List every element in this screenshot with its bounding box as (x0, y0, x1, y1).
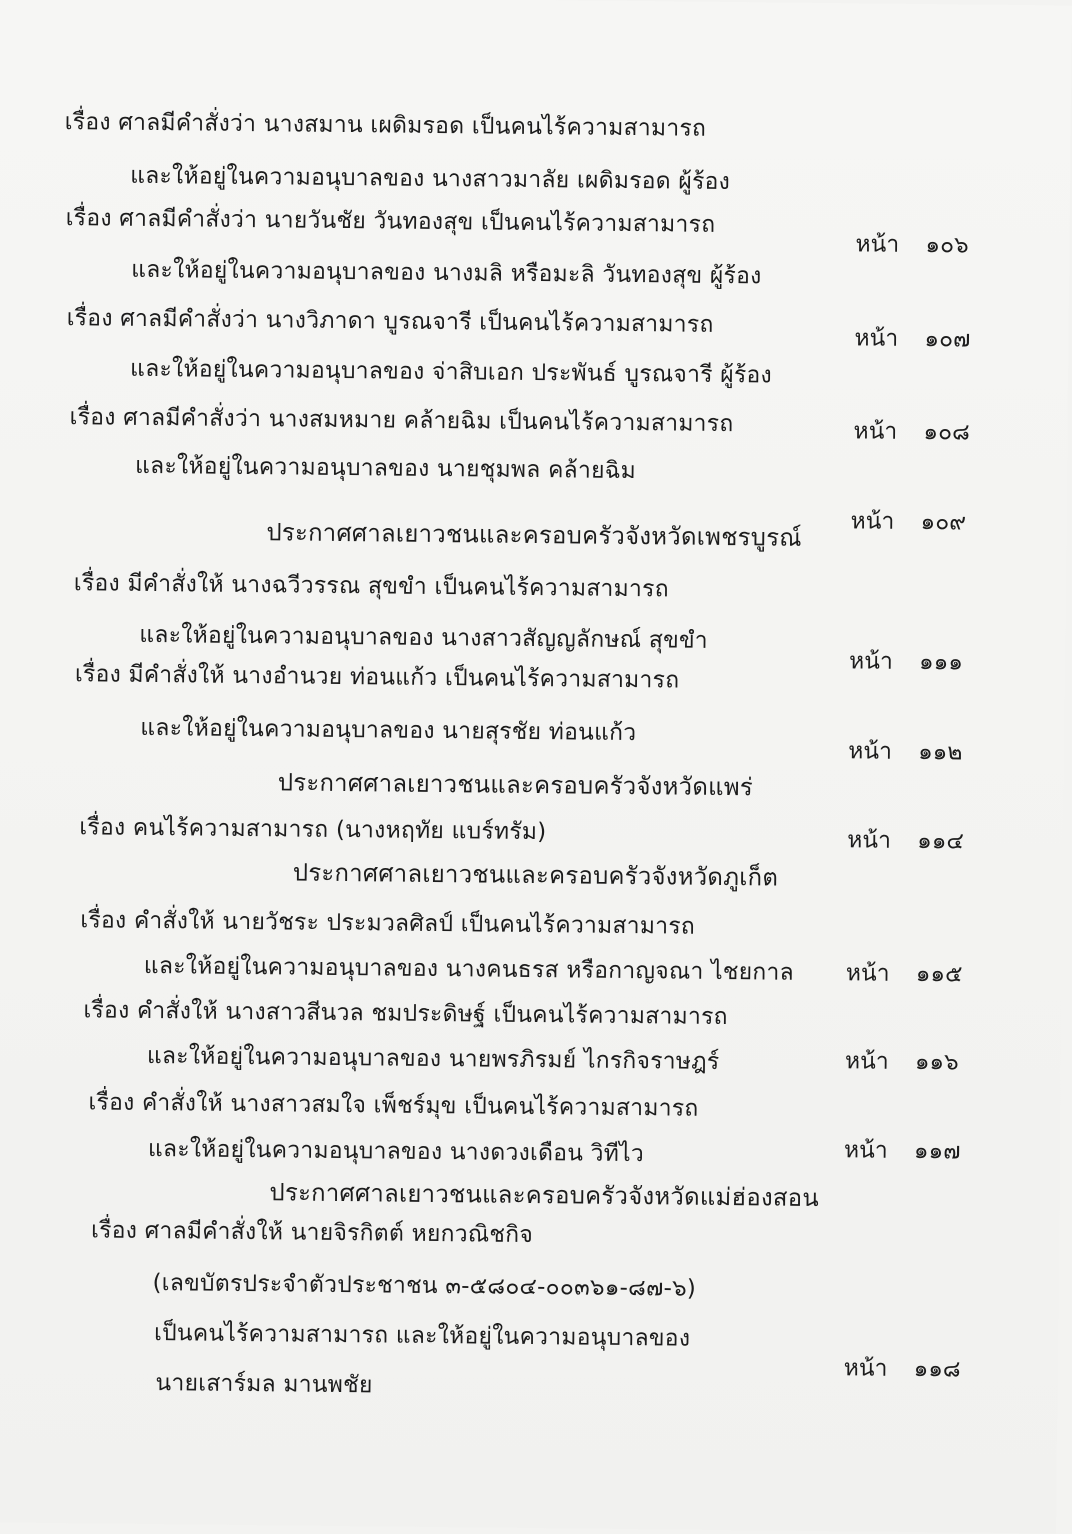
entry-line: และให้อยู่ในความอนุบาลของ นางมลิ หรือมะลิ วันทองสุข ผู้ร้อง (131, 256, 762, 290)
section-heading: ประกาศศาลเยาวชนและครอบครัวจังหวัดแม่ฮ่องสอน (269, 1178, 820, 1213)
entry-line: เรื่อง ศาลมีคำสั่งให้ นายจิรกิตต์ หยกวณิชกิจ (90, 1217, 534, 1249)
entry-line: (เลขบัตรประจำตัวประชาชน ๓-๕๘๐๔-๐๐๓๖๑-๘๗-๖) (152, 1270, 697, 1302)
page-label: หน้า (848, 648, 894, 675)
entry-line: และให้อยู่ในความอนุบาลของ นายชุมพล คล้ายฉิม (134, 452, 637, 485)
entry-line: นายเสาร์มล มานพชัย (155, 1370, 373, 1399)
page-label: หน้า (848, 738, 893, 765)
entry-line: และให้อยู่ในความอนุบาลของ นางคนธรส หรือกาญจณา ไชยกาล (143, 952, 794, 986)
page-label: หน้า (843, 1355, 888, 1382)
entry-line: เรื่อง มีคำสั่งให้ นางฉวีวรรณ สุขขำ เป็นคนไร้ความสามารถ (73, 570, 669, 603)
entry-line: และให้อยู่ในความอนุบาลของ นายสุรชัย ท่อนแก้ว (140, 714, 637, 747)
page-ref (849, 646, 963, 677)
entry-line: เป็นคนไร้ความสามารถ และให้อยู่ในความอนุบาลของ (153, 1320, 691, 1352)
page-label: หน้า (850, 508, 895, 535)
page-ref (845, 1046, 959, 1077)
page-number: ๑๑๒ (918, 739, 963, 766)
page-number: ๑๑๕ (915, 961, 963, 988)
page-ref (854, 323, 970, 354)
page-label: หน้า (844, 1048, 889, 1075)
page-number: ๑๑๗ (913, 1138, 961, 1165)
page-number: ๑๑๘ (913, 1356, 961, 1383)
page-ref (844, 1353, 961, 1384)
entry-line: และให้อยู่ในความอนุบาลของ จ่าสิบเอก ประพันธ์ บูรณจารี ผู้ร้อง (129, 355, 773, 389)
entry-line: เรื่อง ศาลมีคำสั่งว่า นางวิภาดา บูรณจารี เป็นคนไร้ความสามารถ (66, 305, 714, 338)
page-ref (848, 736, 963, 767)
page-number: ๑๑๔ (917, 828, 964, 855)
page-number: ๑๑๖ (914, 1049, 959, 1076)
page-ref (850, 506, 966, 537)
page-number: ๑๐๙ (920, 509, 967, 536)
entry-line: และให้อยู่ในความอนุบาลของ นางสาวสัญญลักษณ์ สุขขำ (139, 621, 708, 654)
entry-line: เรื่อง มีคำสั่งให้ นางอำนวย ท่อนแก้ว เป็นคนไร้ความสามารถ (74, 661, 680, 694)
page-label: หน้า (847, 827, 892, 854)
entry-line: เรื่อง ศาลมีคำสั่งว่า นางสมหมาย คล้ายฉิม เป็นคนไร้ความสามารถ (69, 404, 734, 438)
entry-line: และให้อยู่ในความอนุบาลของ นายพรภิรมย์ ไกรกิจราษฎร์ (146, 1042, 720, 1075)
entry-line: เรื่อง คำสั่งให้ นายวัชระ ประมวลศิลป์ เป็นคนไร้ความสามารถ (80, 907, 696, 940)
entry-line: เรื่อง คำสั่งให้ นางสาวสมใจ เพ็ชร์มุข เป็นคนไร้ความสามารถ (88, 1089, 699, 1122)
entry-line: และให้อยู่ในความอนุบาลของ นางสาวมาลัย เผดิมรอด ผู้ร้อง (130, 162, 731, 196)
page-label: หน้า (853, 418, 898, 445)
page-label: หน้า (845, 960, 890, 987)
page-ref (844, 1135, 961, 1166)
page-ref (846, 958, 963, 989)
section-heading: ประกาศศาลเยาวชนและครอบครัวจังหวัดภูเก็ต (292, 858, 779, 892)
page-ref (847, 825, 964, 856)
page-label: หน้า (843, 1137, 888, 1164)
entry-line: และให้อยู่ในความอนุบาลของ นางดวงเดือน วิทีไว (147, 1136, 645, 1168)
page-number: ๑๑๑ (918, 649, 964, 676)
page-ref (855, 229, 969, 260)
page-label: หน้า (854, 325, 899, 352)
section-heading: ประกาศศาลเยาวชนและครอบครัวจังหวัดเพชรบูรณ์ (266, 518, 802, 552)
page-number: ๑๐๗ (924, 326, 971, 353)
page-ref (853, 416, 970, 447)
section-heading: ประกาศศาลเยาวชนและครอบครัวจังหวัดแพร่ (277, 768, 754, 802)
page-number: ๑๐๖ (925, 232, 969, 259)
entry-line: เรื่อง ศาลมีคำสั่งว่า นางสมาน เผดิมรอด เป็นคนไร้ความสามารถ (64, 109, 707, 142)
entry-line: เรื่อง ศาลมีคำสั่งว่า นายวันชัย วันทองสุข เป็นคนไร้ความสามารถ (65, 205, 716, 238)
page-label: หน้า (855, 231, 900, 258)
page-number: ๑๐๘ (923, 419, 971, 446)
entry-line: เรื่อง คนไร้ความสามารถ (นางหฤทัย แบร์ทรัม) (79, 814, 547, 846)
entry-line: เรื่อง คำสั่งให้ นางสาวสีนวล ชมประดิษฐ์ เป็นคนไร้ความสามารถ (83, 997, 728, 1031)
